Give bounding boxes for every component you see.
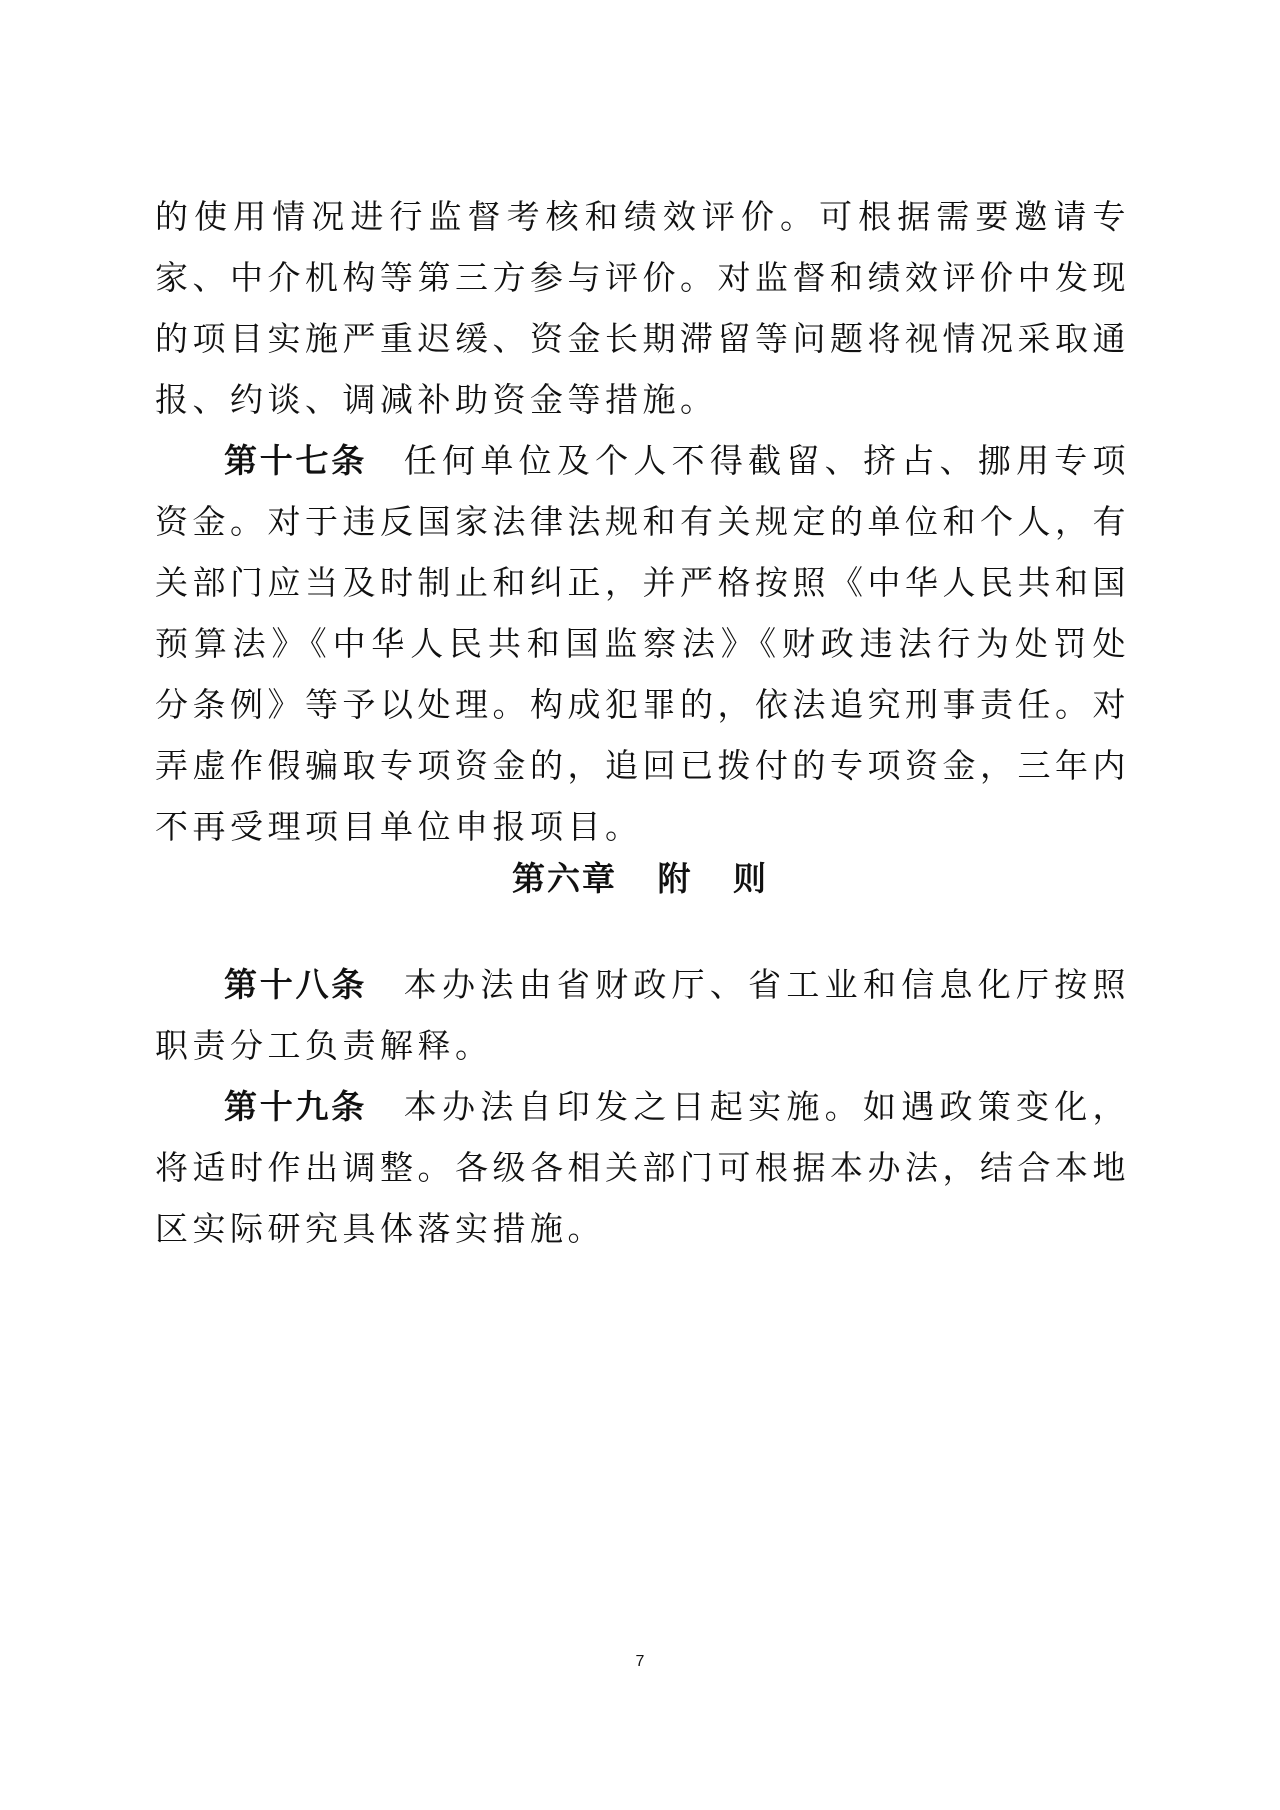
article-17-number: 第十七条 [224, 441, 368, 480]
article-17 [155, 430, 1130, 857]
page-number: 7 [635, 1653, 645, 1670]
article-18-number: 第十八条 [224, 965, 368, 1004]
article-18-text: 本办法由省财政厅、省工业和信息化厅按照职责分工负责解释。 [155, 965, 1131, 1065]
article-18 [155, 954, 1130, 1076]
article-17-text: 任何单位及个人不得截留、挤占、挪用专项资金。对于违反国家法律法规和有关规定的单位和个人，有关部门应当及时制止和纠正，并严格按照《中华人民共和国预算法》《中华人民共和国监察法》《财政违法行为处罚处分条例》等予以处理。构成犯罪的，依法追究刑事责任。对弄虚作假骗取专项资金的，追回已拨付的专项资金，三年内不再受理项目单位申报项目。 [155, 441, 1131, 846]
paragraph-continuation-text: 的使用情况进行监督考核和绩效评价。可根据需要邀请专家、中介机构等第三方参与评价。对监督和绩效评价中发现的项目实施严重迟缓、资金长期滞留等问题将视情况采取通报、约谈、调减补助资金等措施。 [155, 197, 1130, 419]
article-19 [155, 1076, 1130, 1259]
article-19-number: 第十九条 [224, 1087, 368, 1126]
chapter-title: 第六章 附 则 [512, 859, 768, 898]
article-19-text: 本办法自印发之日起实施。如遇政策变化，将适时作出调整。各级各相关部门可根据本办法，结合本地区实际研究具体落实措施。 [155, 1087, 1131, 1248]
paragraph-continuation [155, 186, 1130, 430]
